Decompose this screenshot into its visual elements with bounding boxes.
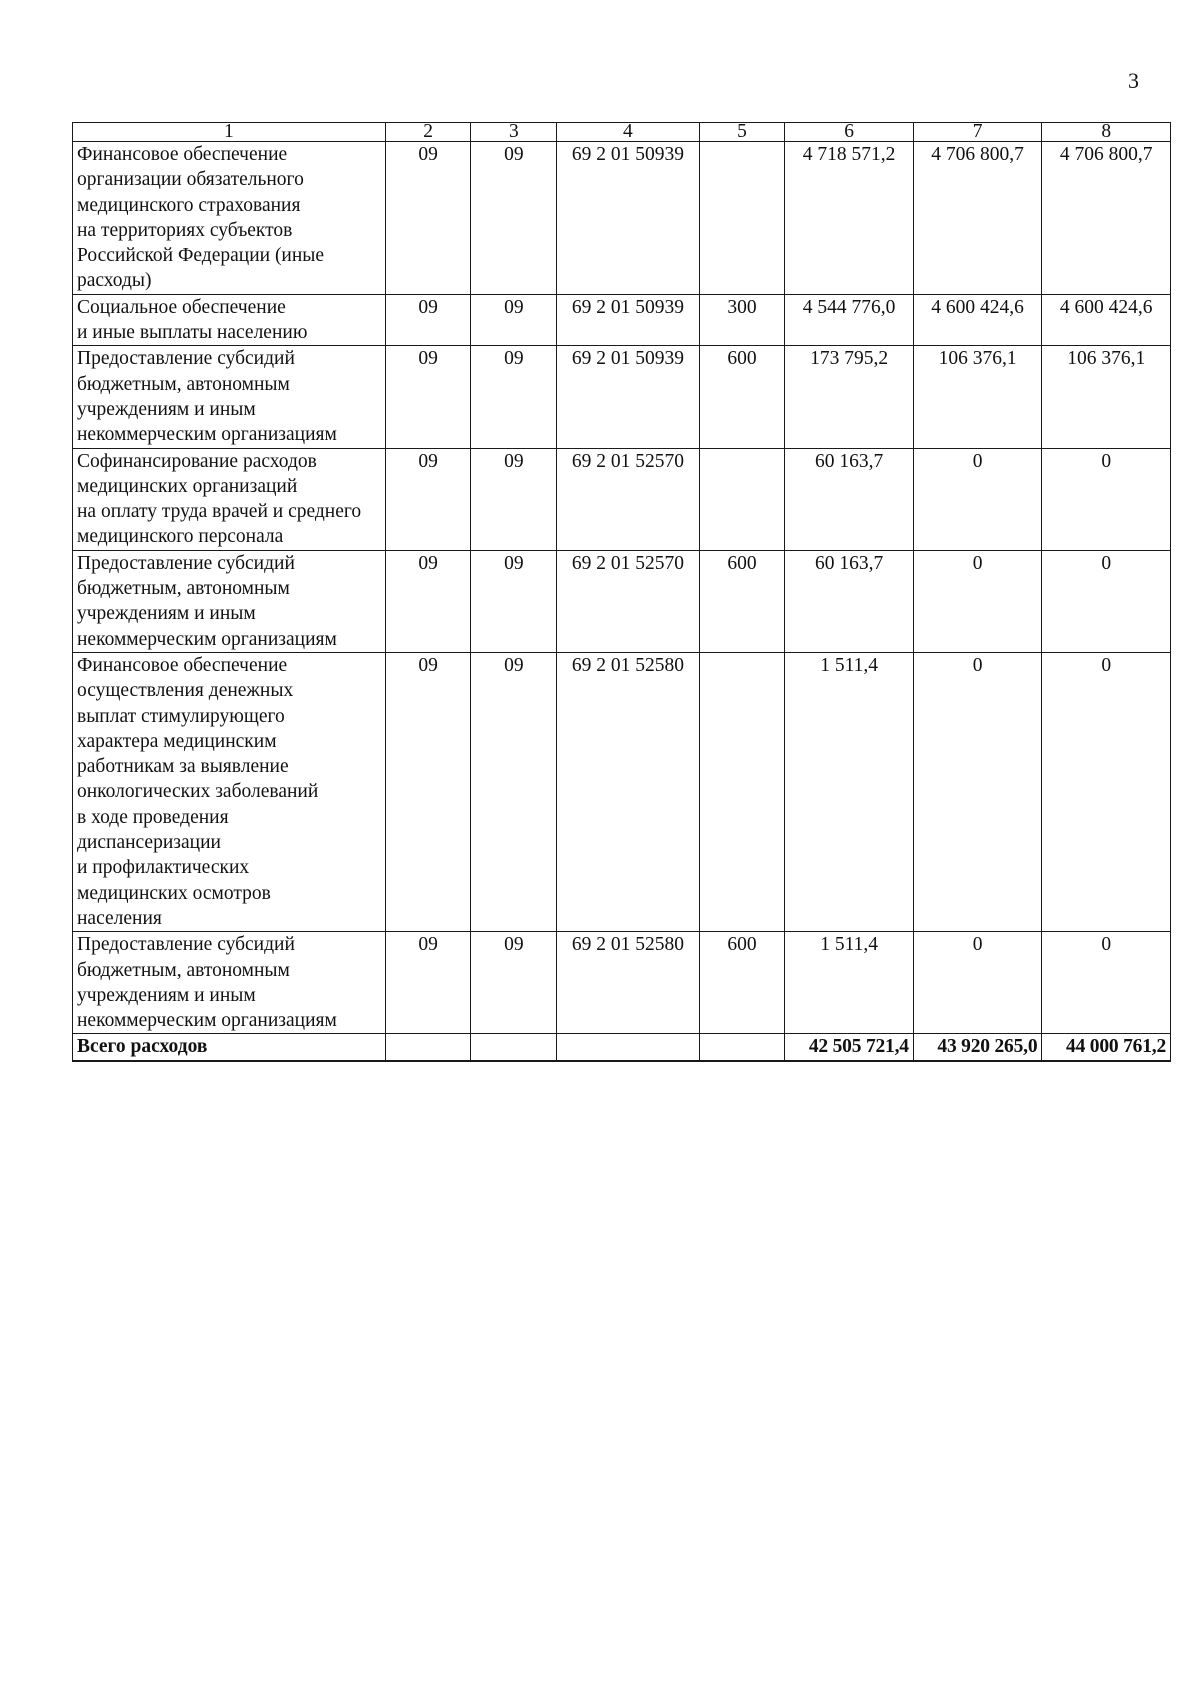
expense-name-line: учреждениям и иным xyxy=(77,984,256,1006)
expense-name-line: Предоставление субсидий xyxy=(77,934,295,956)
subsection-code: 09 xyxy=(471,932,557,1034)
target-article-code: 69 2 01 52570 xyxy=(557,448,699,550)
subsection-code: 09 xyxy=(471,346,557,448)
expense-name-line: некоммерческим организациям xyxy=(77,1010,337,1032)
expense-name-line: Софинансирование расходов xyxy=(77,450,317,472)
expense-name-line: в ходе проведения xyxy=(77,806,229,828)
table-body xyxy=(73,142,1171,1034)
amount-year-1: 60 163,7 xyxy=(785,448,914,550)
target-article-code: 69 2 01 50939 xyxy=(557,346,699,448)
section-code: 09 xyxy=(385,550,471,652)
subsection-code: 09 xyxy=(471,294,557,346)
section-code: 09 xyxy=(385,448,471,550)
expense-type-code xyxy=(699,448,785,550)
amount-year-3: 4 600 424,6 xyxy=(1042,294,1171,346)
subsection-code: 09 xyxy=(471,550,557,652)
empty-cell xyxy=(471,1034,557,1061)
amount-year-2: 4 706 800,7 xyxy=(913,142,1042,295)
amount-year-3: 106 376,1 xyxy=(1042,346,1171,448)
expense-type-code xyxy=(699,142,785,295)
expense-name xyxy=(73,346,386,448)
expense-name-line: Российской Федерации (иные xyxy=(77,245,325,267)
expense-type-code: 600 xyxy=(699,346,785,448)
empty-cell xyxy=(385,1034,471,1061)
expense-name-line: некоммерческим организациям xyxy=(77,424,337,446)
expense-name xyxy=(73,652,386,931)
expense-name-line: осуществления денежных xyxy=(77,680,294,702)
amount-year-2: 0 xyxy=(913,448,1042,550)
table-row xyxy=(73,932,1171,1034)
total-year-1: 42 505 721,4 xyxy=(785,1034,914,1061)
column-header: 8 xyxy=(1042,123,1171,142)
expense-name-line: характера медицинским xyxy=(77,730,277,752)
amount-year-3: 0 xyxy=(1042,550,1171,652)
expense-name-line: медицинских организаций xyxy=(77,475,298,497)
amount-year-3: 0 xyxy=(1042,932,1171,1034)
amount-year-3: 4 706 800,7 xyxy=(1042,142,1171,295)
subsection-code: 09 xyxy=(471,142,557,295)
amount-year-2: 106 376,1 xyxy=(913,346,1042,448)
expense-name-line: Предоставление субсидий xyxy=(77,552,295,574)
expense-type-code: 600 xyxy=(699,550,785,652)
section-code: 09 xyxy=(385,932,471,1034)
target-article-code: 69 2 01 52580 xyxy=(557,652,699,931)
header-row xyxy=(73,123,1171,142)
expense-name-line: бюджетным, автономным xyxy=(77,373,290,395)
amount-year-1: 4 718 571,2 xyxy=(785,142,914,295)
expense-name-line: работникам за выявление xyxy=(77,756,289,778)
target-article-code: 69 2 01 50939 xyxy=(557,294,699,346)
table-row xyxy=(73,142,1171,295)
amount-year-2: 4 600 424,6 xyxy=(913,294,1042,346)
target-article-code: 69 2 01 52580 xyxy=(557,932,699,1034)
subsection-code: 09 xyxy=(471,652,557,931)
expense-name-line: некоммерческим организациям xyxy=(77,628,337,650)
amount-year-2: 0 xyxy=(913,932,1042,1034)
amount-year-2: 0 xyxy=(913,550,1042,652)
expense-name-line: медицинских осмотров xyxy=(77,882,271,904)
empty-cell xyxy=(699,1034,785,1061)
column-header: 6 xyxy=(785,123,914,142)
column-header: 3 xyxy=(471,123,557,142)
expense-name-line: учреждениям и иным xyxy=(77,603,256,625)
target-article-code: 69 2 01 50939 xyxy=(557,142,699,295)
amount-year-1: 173 795,2 xyxy=(785,346,914,448)
expense-name-line: Социальное обеспечение xyxy=(77,296,286,318)
table-row xyxy=(73,550,1171,652)
amount-year-1: 60 163,7 xyxy=(785,550,914,652)
expense-name xyxy=(73,550,386,652)
expense-name-line: диспансеризации xyxy=(77,832,221,854)
total-row xyxy=(73,1034,1171,1061)
expense-name-line: на территориях субъектов xyxy=(77,219,293,241)
expense-name-line: медицинского страхования xyxy=(77,194,301,216)
target-article-code: 69 2 01 52570 xyxy=(557,550,699,652)
expense-name-line: выплат стимулирующего xyxy=(77,705,285,727)
amount-year-1: 1 511,4 xyxy=(785,932,914,1034)
expense-name-line: и иные выплаты населению xyxy=(77,322,308,344)
expense-name-line: бюджетным, автономным xyxy=(77,959,290,981)
table-row xyxy=(73,294,1171,346)
expense-name-line: и профилактических xyxy=(77,857,250,879)
section-code: 09 xyxy=(385,142,471,295)
expense-name xyxy=(73,294,386,346)
expense-type-code xyxy=(699,652,785,931)
page-number: 3 xyxy=(1128,68,1139,93)
section-code: 09 xyxy=(385,346,471,448)
total-year-2: 43 920 265,0 xyxy=(913,1034,1042,1061)
expense-name xyxy=(73,932,386,1034)
expense-name-line: организации обязательного xyxy=(77,169,304,191)
expense-name xyxy=(73,448,386,550)
expenditure-table xyxy=(72,122,1171,1062)
column-header: 4 xyxy=(557,123,699,142)
column-header: 1 xyxy=(73,123,386,142)
expense-type-code: 600 xyxy=(699,932,785,1034)
expense-name-line: Финансовое обеспечение xyxy=(77,654,288,676)
expense-type-code: 300 xyxy=(699,294,785,346)
table-row xyxy=(73,448,1171,550)
expense-name-line: на оплату труда врачей и среднего xyxy=(77,501,362,523)
subsection-code: 09 xyxy=(471,448,557,550)
expense-name-line: расходы) xyxy=(77,270,152,292)
amount-year-2: 0 xyxy=(913,652,1042,931)
expense-name-line: медицинского персонала xyxy=(77,526,284,548)
column-header: 2 xyxy=(385,123,471,142)
expense-name-line: населения xyxy=(77,907,162,929)
expense-name-line: учреждениям и иным xyxy=(77,398,256,420)
empty-cell xyxy=(557,1034,699,1061)
table-row xyxy=(73,346,1171,448)
column-header: 5 xyxy=(699,123,785,142)
amount-year-1: 1 511,4 xyxy=(785,652,914,931)
amount-year-1: 4 544 776,0 xyxy=(785,294,914,346)
amount-year-3: 0 xyxy=(1042,448,1171,550)
table-row xyxy=(73,652,1171,931)
expense-name-line: Финансовое обеспечение xyxy=(77,144,288,165)
expense-name xyxy=(73,142,386,295)
section-code: 09 xyxy=(385,294,471,346)
total-label: Всего расходов xyxy=(73,1034,386,1061)
amount-year-3: 0 xyxy=(1042,652,1171,931)
expense-name-line: Предоставление субсидий xyxy=(77,348,295,370)
expense-name-line: онкологических заболеваний xyxy=(77,781,319,803)
column-header: 7 xyxy=(913,123,1042,142)
total-year-3: 44 000 761,2 xyxy=(1042,1034,1171,1061)
section-code: 09 xyxy=(385,652,471,931)
expense-name-line: бюджетным, автономным xyxy=(77,578,290,600)
